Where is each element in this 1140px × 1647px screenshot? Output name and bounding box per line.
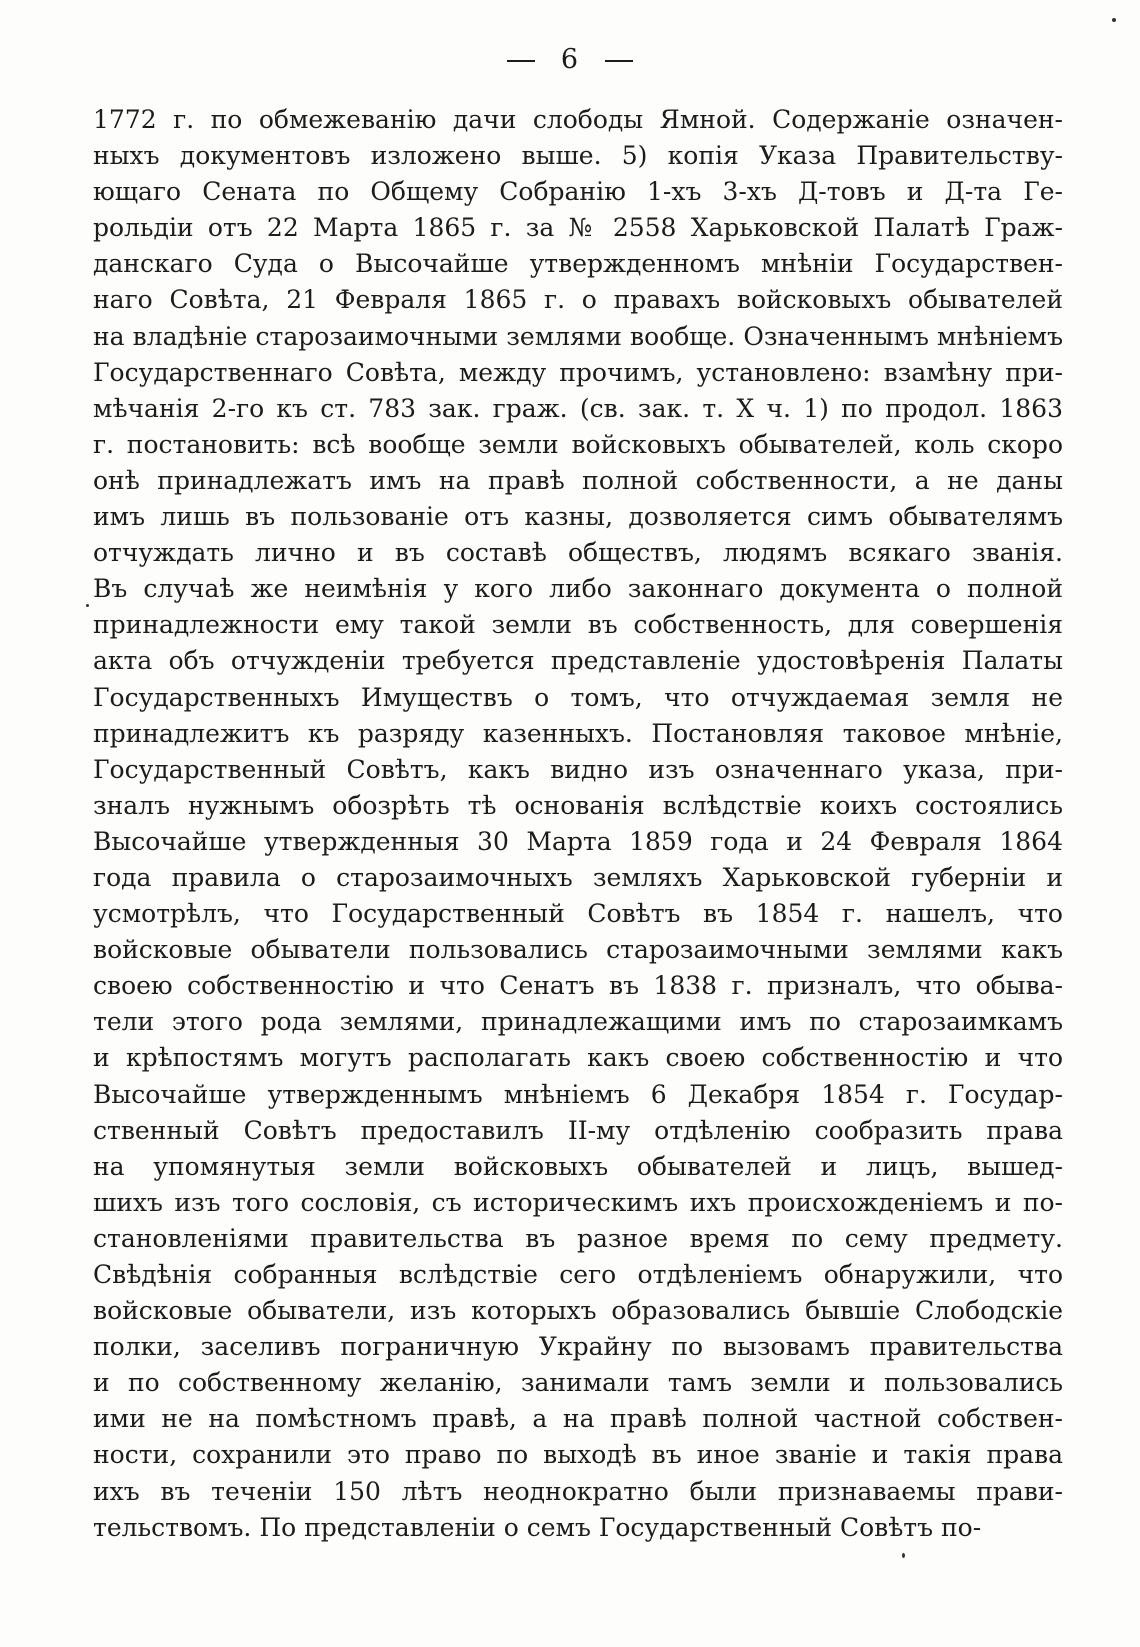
page-number-dash-right: [605, 60, 633, 62]
text-line: ими не на помѣстномъ правѣ, а на правѣ полной частной собствен-: [93, 1404, 1063, 1434]
scan-speck: [86, 604, 89, 607]
text-line: тельствомъ. По представленіи о семъ Государственный Совѣтъ по-: [93, 1512, 982, 1542]
text-line: г. постановить: всѣ вообще земли войсковыхъ обывателей, коль скоро: [93, 429, 1063, 459]
text-line: ныхъ документовъ изложено выше. 5) копія Указа Правительству-: [93, 141, 1063, 171]
text-line: и крѣпостямъ могутъ располагать какъ своею собственностію и что: [93, 1043, 1063, 1073]
text-line: тели этого рода землями, принадлежащими имъ по старозаимкамъ: [93, 1007, 1063, 1037]
text-line: ихъ въ теченіи 150 лѣтъ неоднократно были признаваемы прави-: [93, 1476, 1063, 1506]
text-line: рольдіи отъ 22 Марта 1865 г. за № 2558 Харьковской Палатѣ Граж-: [93, 213, 1063, 243]
text-line: имъ лишь въ пользованіе отъ казны, дозволяется симъ обывателямъ: [93, 502, 1063, 532]
text-line: становленіями правительства въ разное время по сему предмету.: [93, 1223, 1063, 1253]
text-line: войсковые обыватели пользовались старозаимочными землями какъ: [93, 935, 1063, 965]
text-line: наго Совѣта, 21 Февраля 1865 г. о правахъ войсковыхъ обывателей: [93, 285, 1063, 315]
text-line: ности, сохранили это право по выходѣ въ иное званіе и такія права: [93, 1440, 1063, 1470]
text-line: акта объ отчужденіи требуется представленіе удостовѣренія Палаты: [93, 646, 1063, 676]
text-line: года правила о старозаимочныхъ земляхъ Харьковской губерніи и: [93, 862, 1063, 892]
text-line: ющаго Сената по Общему Собранію 1-хъ 3-хъ Д-товъ и Д-та Ге-: [93, 177, 1063, 207]
text-line: принадлежитъ къ разряду казенныхъ. Постановляя таковое мнѣніе,: [93, 718, 1063, 748]
text-line: Свѣдѣнія собранныя вслѣдствіе сего отдѣленіемъ обнаружили, что: [93, 1260, 1063, 1289]
text-line: принадлежности ему такой земли въ собственность, для совершенія: [93, 610, 1063, 640]
text-line: данскаго Суда о Высочайше утвержденномъ мнѣніи Государствен-: [93, 249, 1063, 279]
text-line: войсковые обыватели, изъ которыхъ образовались бывшіе Слободскіе: [93, 1296, 1063, 1326]
text-line: ственный Совѣтъ предоставилъ II-му отдѣленію сообразить права: [93, 1115, 1063, 1145]
body-text: [93, 102, 1063, 1546]
text-line: на упомянутыя земли войсковыхъ обывателей и лицъ, вышед-: [93, 1151, 1063, 1181]
page-number-dash-left: [507, 60, 535, 62]
scan-speck: [902, 1553, 905, 1558]
text-line: и по собственному желанію, занимали тамъ земли и пользовались: [93, 1368, 1063, 1398]
text-line: зналъ нужнымъ обозрѣть тѣ основанія вслѣдствіе коихъ состоялись: [93, 790, 1063, 820]
text-line: отчуждать лично и въ составѣ обществъ, людямъ всякаго званія.: [93, 538, 1063, 568]
text-line: онѣ принадлежатъ имъ на правѣ полной собственности, а не даны: [93, 465, 1063, 495]
text-line: Высочайше утвержденнымъ мнѣніемъ 6 Декабря 1854 г. Государ-: [93, 1079, 1063, 1109]
text-line: полки, заселивъ пограничную Украйну по вызовамъ правительства: [93, 1332, 1063, 1362]
text-line: Государственный Совѣтъ, какъ видно изъ означеннаго указа, при-: [93, 754, 1063, 784]
text-line: 1772 г. по обмежеванію дачи слободы Ямной. Содержаніе означен-: [93, 105, 1063, 134]
text-line: своею собственностію и что Сенатъ въ 1838 г. призналъ, что обыва-: [93, 971, 1063, 1001]
text-line: шихъ изъ того сословія, съ историческимъ ихъ происхожденіемъ и по-: [93, 1187, 1063, 1217]
text-line: на владѣніе старозаимочными землями вообще. Означеннымъ мнѣніемъ: [93, 321, 1063, 351]
scan-speck: [1112, 18, 1116, 22]
page-number: [0, 44, 1140, 75]
text-line: мѣчанія 2-го къ ст. 783 зак. граж. (св. зак. т. X ч. 1) по продол. 1863: [93, 393, 1063, 423]
text-line: Высочайше утвержденныя 30 Марта 1859 года и 24 Февраля 1864: [93, 826, 1063, 856]
text-line: Государственнаго Совѣта, между прочимъ, установлено: взамѣну при-: [93, 357, 1063, 387]
text-line: Государственныхъ Имуществъ о томъ, что отчуждаемая земля не: [93, 682, 1063, 712]
text-line: Въ случаѣ же неимѣнія у кого либо законнаго документа о полной: [93, 574, 1063, 604]
text-line: усмотрѣлъ, что Государственный Совѣтъ въ 1854 г. нашелъ, что: [93, 899, 1063, 929]
page-number-value: 6: [560, 44, 580, 75]
